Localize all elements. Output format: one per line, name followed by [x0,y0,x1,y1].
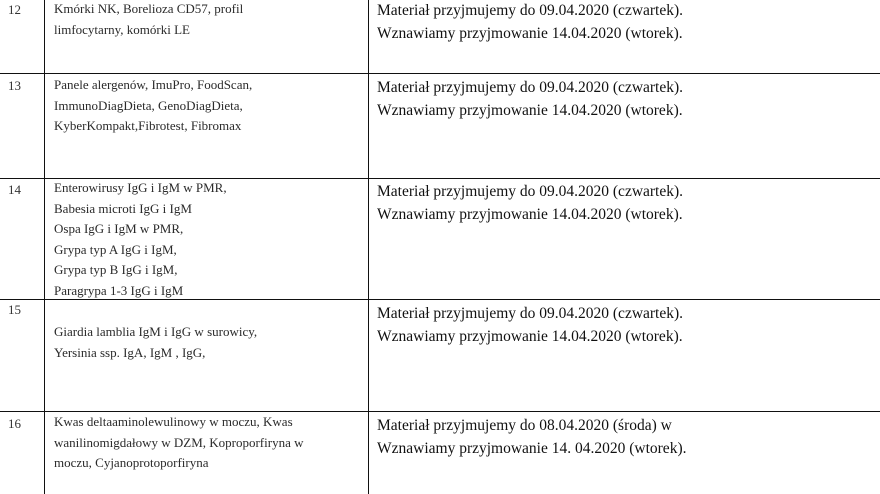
row-number: 13 [8,78,21,93]
test-line: Ospa IgG i IgM w PMR, [54,221,184,236]
test-line: moczu, Cyjanoprotoporfiryna [54,455,209,470]
test-line: Enterowirusy IgG i IgM w PMR, [54,180,227,195]
test-names [54,178,364,301]
test-line: Giardia lamblia IgM i IgG w surowicy, [54,324,258,339]
row-number: 16 [8,416,21,431]
status-line: Materiał przyjmujemy do 09.04.2020 (czwartek). [377,79,684,96]
test-line: Panele alergenów, ImuPro, FoodScan, [54,77,253,92]
acceptance-status [377,180,877,226]
status-line: Materiał przyjmujemy do 09.04.2020 (czwartek). [377,305,684,322]
test-line: KyberKompakt,Fibrotest, Fibromax [54,118,242,133]
acceptance-status [377,302,877,348]
status-line: Wznawiamy przyjmowanie 14.04.2020 (wtorek). [377,102,683,119]
test-names [54,75,364,137]
acceptance-status [377,414,877,460]
test-line: Yersinia ssp. IgA, IgM , IgG, [54,344,206,360]
test-line: Grypa typ A IgG i IgM, [54,241,177,257]
status-line: Materiał przyjmujemy do 09.04.2020 (czwartek). [377,2,684,19]
test-line: Babesia microti IgG i IgM [54,200,192,216]
status-line: Wznawiamy przyjmowanie 14.04.2020 (wtorek). [377,25,683,42]
test-names [54,322,364,363]
column-divider [368,0,369,494]
status-line: Wznawiamy przyjmowanie 14.04.2020 (wtorek). [377,206,683,223]
acceptance-status [377,0,877,45]
status-line: Wznawiamy przyjmowanie 14.04.2020 (wtorek). [377,328,683,345]
status-line: Materiał przyjmujemy do 09.04.2020 (czwartek). [377,183,684,200]
status-line: Wznawiamy przyjmowanie 14. 04.2020 (wtorek). [377,440,687,457]
test-line: Kwas deltaaminolewulinowy w moczu, Kwas [54,414,293,429]
row-number: 14 [8,182,21,197]
test-line: Kmórki NK, Borelioza CD57, profil [54,1,244,16]
test-line: limfocytarny, komórki LE [54,21,190,37]
row-number: 12 [8,2,21,17]
row-number: 15 [8,302,21,317]
test-line: wanilinomigdałowy w DZM, Koproporfiryna w [54,434,304,450]
test-names [54,0,364,40]
test-names [54,412,364,474]
status-line: Materiał przyjmujemy do 08.04.2020 (środa) w [377,417,672,434]
test-line: Grypa typ B IgG i IgM, [54,262,178,277]
test-line: Paragrypa 1-3 IgG i IgM [54,282,184,298]
test-line: ImmunoDiagDieta, GenoDiagDieta, [54,97,243,113]
column-divider [44,0,45,494]
acceptance-status [377,76,877,122]
row-divider [0,73,880,74]
